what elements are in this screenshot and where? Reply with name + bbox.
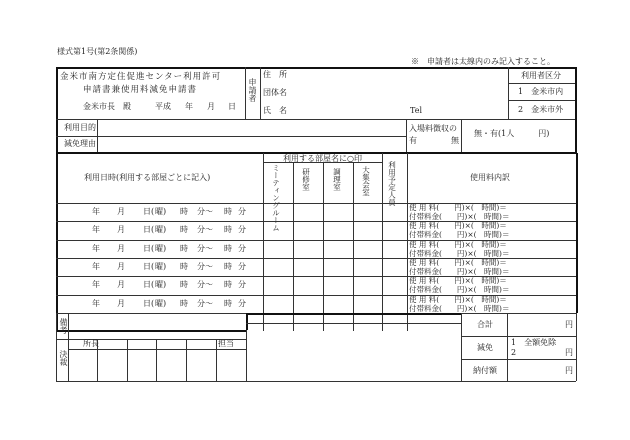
admission-no-label: 無 — [451, 136, 459, 145]
reduction-option2: 2 — [511, 348, 517, 357]
reduction-reason-label: 減免理由 — [64, 139, 96, 148]
row-month: 月 — [117, 243, 125, 253]
admission-value-divider — [461, 119, 462, 153]
row-hour2: 時 — [224, 280, 232, 290]
right-thick-col-body — [576, 203, 578, 313]
row-weekday: 曜) — [155, 280, 167, 290]
totals-left — [461, 313, 462, 381]
room-training-label: 研修室 — [301, 168, 311, 191]
applicant-name-label: 氏 名 — [263, 106, 287, 115]
row-min2: 分 — [238, 298, 246, 308]
row-month: 月 — [117, 261, 125, 271]
outer-border-top — [56, 67, 576, 69]
fee-breakdown-header: 使用料内訳 — [470, 173, 510, 182]
fee-line-additional: 付帯料金( 円)×( 時間)＝ — [409, 303, 510, 313]
row-min2: 分 — [238, 243, 246, 253]
admission-yes-label: 有 — [409, 136, 417, 145]
totals-top — [461, 313, 576, 314]
remarks-thick-bottom — [56, 330, 247, 332]
applicant-address-label: 住 所 — [263, 70, 287, 79]
fee-line-usage: 使 用 料( 円)×( 時間)＝ — [409, 203, 507, 212]
row-month: 月 — [117, 207, 125, 216]
user-category-option1: 1 金米市内 — [518, 87, 564, 96]
row-weekday: 曜) — [155, 225, 167, 235]
fee-line-additional: 付帯料金( 円)×( 時間)＝ — [409, 248, 510, 258]
decision-col5 — [216, 339, 217, 381]
row-hour1: 時 — [180, 225, 188, 235]
row-hour2: 時 — [224, 261, 232, 271]
fee-line-usage: 使 用 料( 円)×( 時間)＝ — [409, 294, 507, 304]
remarks-field[interactable] — [70, 315, 244, 329]
decision-header-line — [68, 349, 246, 350]
room-cooking-label: 調理室 — [332, 168, 342, 191]
fee-line-usage: 使 用 料( 円)×( 時間)＝ — [409, 221, 507, 231]
decision-col2 — [127, 339, 128, 381]
title-line2: 申請書兼使用料減免申請書 — [83, 85, 198, 95]
decision-col6 — [246, 330, 247, 381]
room-hall-label: 大集会室 — [361, 166, 371, 196]
applicant-tel-label: Tel — [410, 106, 423, 115]
row-year: 年 — [92, 280, 100, 290]
table-thick-bottom-mid — [246, 313, 461, 315]
reduction-option1: 1 全額免除 — [511, 338, 557, 347]
outer-border-left — [56, 67, 58, 332]
col-line-people — [382, 153, 383, 331]
row-hour1: 時 — [180, 207, 188, 216]
applicant-organization-label: 団体名 — [263, 88, 287, 97]
col-line-fee — [407, 153, 408, 331]
payment-label: 納付額 — [473, 366, 497, 375]
rooms-header: 利用する部屋名に○印 — [283, 154, 362, 163]
row-month: 月 — [117, 225, 125, 235]
fee-line-usage: 使 用 料( 円)×( 時間)＝ — [409, 276, 507, 286]
totals-mid — [507, 313, 508, 381]
row-year: 年 — [92, 225, 100, 235]
row-month: 月 — [117, 298, 125, 308]
people-header: 利用予定人員 — [387, 161, 397, 206]
row-day: 日( — [143, 261, 155, 271]
totals-line1 — [461, 336, 576, 337]
row-min1: 分〜 — [197, 298, 213, 308]
fee-line-usage: 使 用 料( 円)×( 時間)＝ — [409, 239, 507, 249]
date-month: 月 — [207, 102, 215, 111]
row-hour1: 時 — [180, 298, 188, 308]
datetime-header: 利用日時(利用する部屋ごとに記入) — [84, 173, 211, 182]
date-day: 日 — [228, 102, 236, 111]
row-min1: 分〜 — [197, 280, 213, 290]
row-min2: 分 — [238, 225, 246, 235]
total-unit: 円 — [565, 320, 573, 329]
outer-border-right-top — [575, 67, 577, 153]
date-era: 平成 — [155, 102, 171, 111]
applicant-label: 申請者 — [248, 78, 257, 102]
row-hour1: 時 — [180, 261, 188, 271]
admission-divider — [406, 119, 407, 153]
row-min1: 分〜 — [197, 225, 213, 235]
bottom-line — [56, 381, 576, 382]
instruction-note: ※ 申請者は太線内のみ記入すること。 — [411, 57, 555, 66]
col-line-rooms-start — [263, 153, 264, 331]
fee-line-usage: 使 用 料( 円)×( 時間)＝ — [409, 257, 507, 267]
row-min2: 分 — [238, 207, 246, 216]
remarks-thick-right — [246, 313, 248, 330]
addressee: 金米市長 殿 — [83, 102, 131, 111]
col-line-room3 — [323, 162, 324, 331]
payment-unit: 円 — [565, 366, 573, 375]
row-weekday: 曜) — [155, 243, 167, 253]
decision-col4 — [186, 339, 187, 381]
divider-user-category — [508, 67, 509, 119]
admission-value[interactable]: 無・有(1人 円) — [474, 129, 550, 138]
purpose-label: 利用目的 — [64, 123, 96, 132]
admission-label: 入場料徴収の — [409, 124, 457, 133]
row-year: 年 — [92, 207, 100, 216]
totals-line2 — [461, 359, 576, 360]
user-category-label: 利用者区分 — [521, 71, 561, 80]
right-thick-col-header — [576, 153, 578, 203]
bottom-left-line — [56, 313, 57, 381]
room-meeting-label: ミーティングルーム — [271, 164, 281, 232]
fee-line-additional: 付帯料金( 円)×( 時間)＝ — [409, 212, 510, 221]
remarks-label: 備考 — [59, 318, 68, 334]
user-category-option2: 2 金米市外 — [518, 105, 564, 114]
decision-col3 — [156, 339, 157, 381]
row-year: 年 — [92, 298, 100, 308]
user-category-line2 — [508, 100, 575, 101]
row-hour2: 時 — [224, 298, 232, 308]
col-line-room4 — [353, 162, 354, 331]
row-weekday: 曜) — [155, 207, 167, 216]
row-min2: 分 — [238, 280, 246, 290]
row-min1: 分〜 — [197, 243, 213, 253]
user-category-line1 — [508, 83, 575, 84]
decision-col1 — [97, 339, 98, 381]
row-min2: 分 — [238, 261, 246, 271]
row-min1: 分〜 — [197, 261, 213, 271]
fee-line-additional: 付帯料金( 円)×( 時間)＝ — [409, 230, 510, 240]
row-day: 日( — [143, 225, 155, 235]
col-line-room2 — [293, 162, 294, 331]
divider-applicant — [260, 67, 261, 119]
form-number: 様式第1号(第2条関係) — [57, 47, 138, 56]
decision-label: 決裁 — [59, 350, 68, 366]
remarks-divider — [68, 313, 69, 381]
row-month: 月 — [117, 280, 125, 290]
reduction-unit: 円 — [565, 348, 573, 357]
purpose-field[interactable] — [98, 120, 405, 135]
row-min1: 分〜 — [197, 207, 213, 216]
row-day: 日( — [143, 207, 155, 216]
row-day: 日( — [143, 243, 155, 253]
fee-line-additional: 付帯料金( 円)×( 時間)＝ — [409, 285, 510, 295]
date-year: 年 — [185, 102, 193, 111]
row-day: 日( — [143, 280, 155, 290]
divider-title-applicant — [245, 67, 246, 119]
in-charge-label: 担当 — [218, 339, 234, 348]
totals-right — [576, 313, 577, 381]
reduction-label: 減免 — [477, 343, 493, 352]
fee-line-additional: 付帯料金( 円)×( 時間)＝ — [409, 266, 510, 276]
row-weekday: 曜) — [155, 261, 167, 271]
row-hour2: 時 — [224, 243, 232, 253]
row-day: 日( — [143, 298, 155, 308]
row-weekday: 曜) — [155, 298, 167, 308]
row-hour2: 時 — [224, 225, 232, 235]
row-hour1: 時 — [180, 280, 188, 290]
row-year: 年 — [92, 261, 100, 271]
row-hour1: 時 — [180, 243, 188, 253]
reduction-reason-field[interactable] — [98, 137, 405, 152]
director-label: 所長 — [83, 339, 99, 348]
total-label: 合計 — [477, 320, 493, 329]
row-year: 年 — [92, 243, 100, 253]
title-line1: 金米市南方定住促進センター利用許可 — [60, 72, 222, 82]
row-hour2: 時 — [224, 207, 232, 216]
mid-bottom-line — [246, 323, 461, 324]
